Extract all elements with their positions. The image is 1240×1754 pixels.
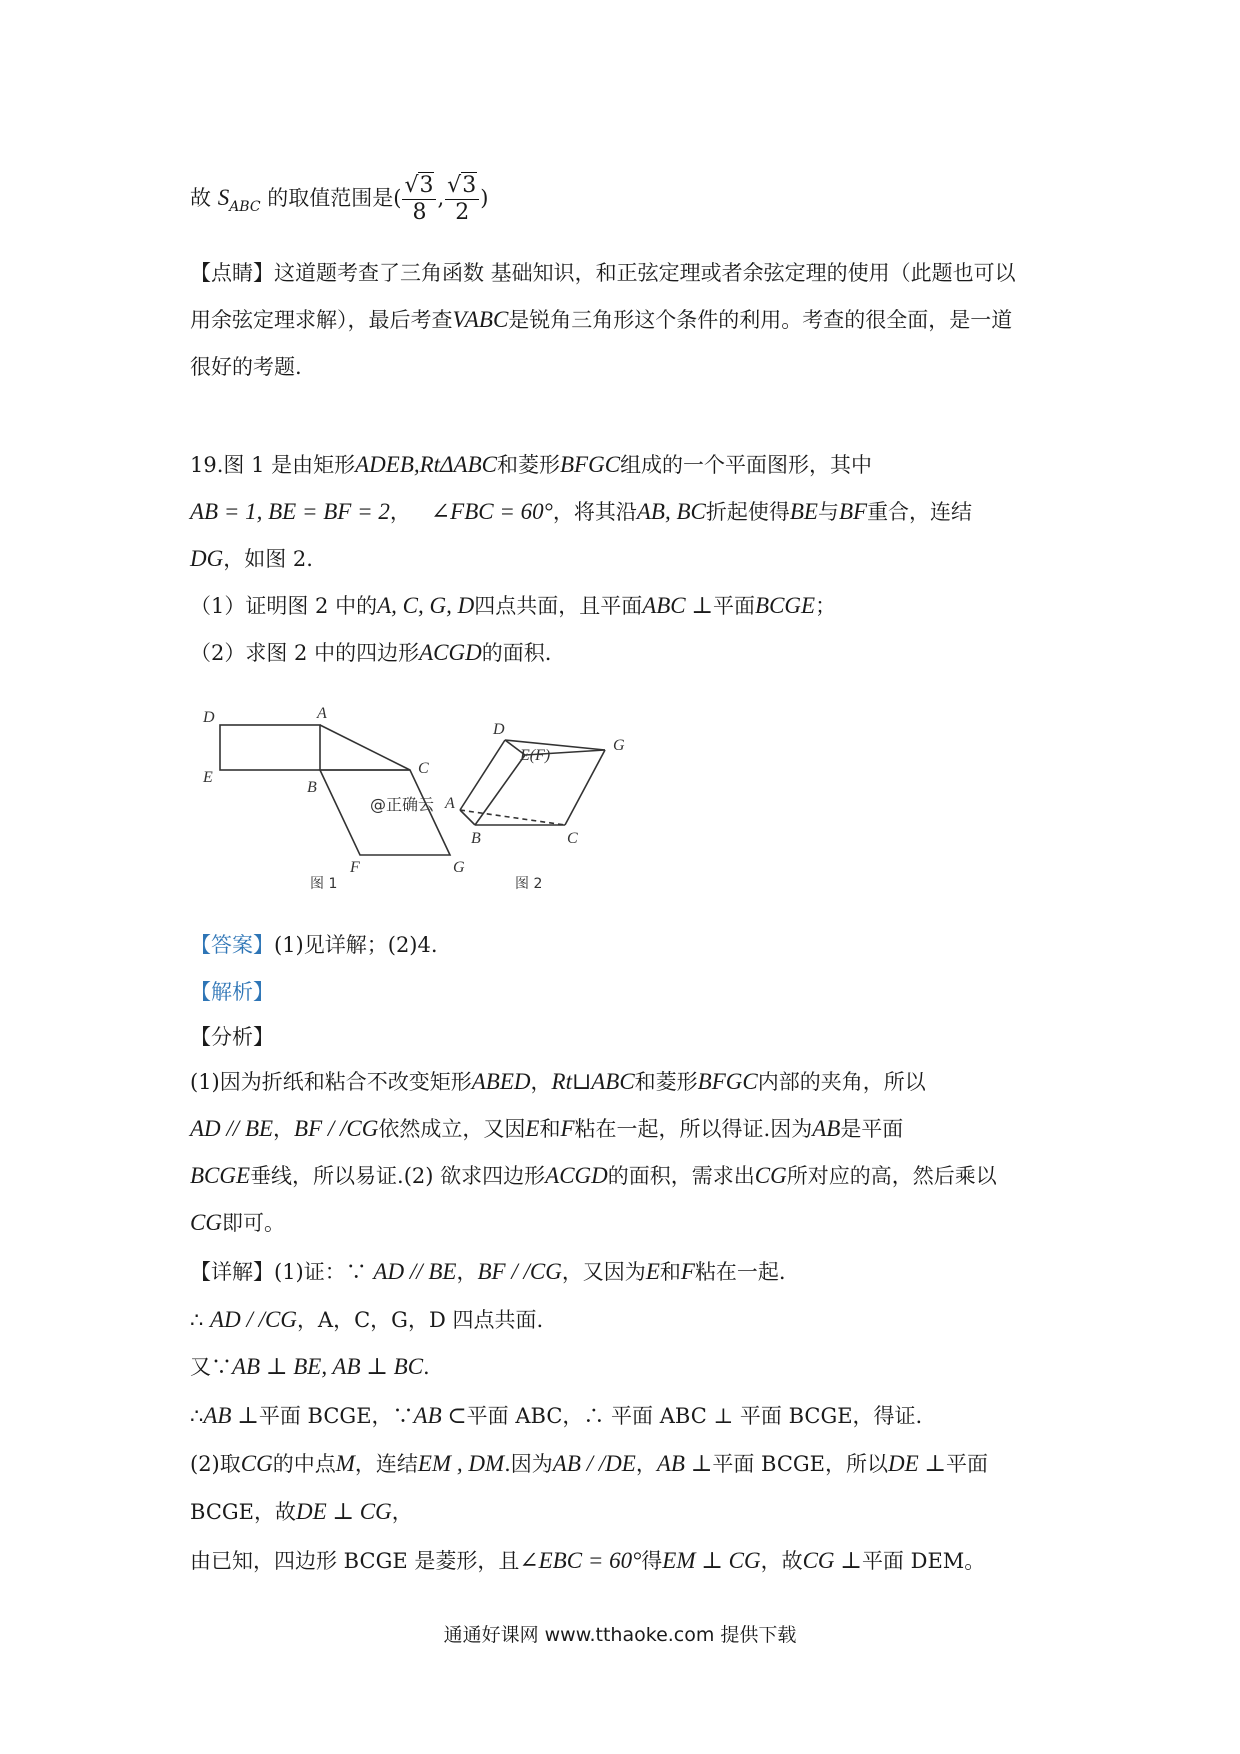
- caption-figure-1: 图 1: [310, 876, 338, 890]
- answer-line: 【答案】(1)见详解；(2)4.: [190, 933, 438, 957]
- label-ef-fig2: E(F): [520, 747, 551, 764]
- range-conclusion: 故 $S_{ABC}$ 的取值范围是( $\frac{√3}{8}$ , $\frac{√3}{2}$ ): [190, 173, 489, 225]
- comment-line-1: 【点睛】这道题考查了三角函数 基础知识，和正弦定理或者余弦定理的使用（此题也可以: [190, 261, 1016, 285]
- rectangle-adeb: [220, 725, 320, 770]
- watermark: @正确云: [370, 795, 435, 814]
- problem-19-line-3: DG，如图 2.: [190, 546, 313, 571]
- segment-ac: [320, 725, 410, 770]
- answer-tag: 【答案】: [190, 933, 274, 957]
- label-c: C: [418, 760, 429, 777]
- label-a-fig2: A: [445, 795, 455, 812]
- comment-line-3: 很好的考题.: [190, 355, 302, 379]
- detail-line-7: 由已知，四边形 BCGE 是菱形，且∠EBC = 60°得EM ⊥ CG，故CG ⊥平面 DEM。: [190, 1548, 986, 1573]
- area-symbol: S: [217, 185, 230, 210]
- detail-line-1: 【详解】(1)证：∵ AD // BE，BF / /CG，又因为E和F粘在一起.: [190, 1259, 786, 1284]
- detail-line-2: ∴ AD / /CG，A，C，G，D 四点共面.: [190, 1307, 544, 1332]
- label-c-fig2: C: [567, 830, 578, 847]
- analysis-tag: 【解析】: [190, 980, 274, 1004]
- analysis-line-2: AD // BE，BF / /CG依然成立，又因E和F粘在一起，所以得证.因为AB是平面: [190, 1116, 904, 1141]
- label-b-fig2: B: [471, 830, 481, 847]
- analysis-line-1: (1)因为折纸和粘合不改变矩形ABED，Rt⊔ABC和菱形BFGC内部的夹角，所以: [190, 1069, 926, 1094]
- question-1: （1）证明图 2 中的A, C, G, D四点共面，且平面ABC ⊥平面BCGE；: [190, 593, 837, 618]
- detail-line-5: (2)取CG的中点M，连结EM , DM.因为AB / /DE，AB ⊥平面 BCGE，所以DE ⊥平面: [190, 1451, 989, 1476]
- fraction-sqrt3-over-2: $\frac{√3}{2}$: [445, 173, 479, 226]
- problem-19-line-1: 19.图 1 是由矩形ADEB,RtΔABC和菱形BFGC组成的一个平面图形，其中: [190, 452, 873, 477]
- problem-19-line-2: AB = 1, BE = BF = 2， ∠FBC = 60°，将其沿AB, BC折起使得BE与BF重合，连结: [190, 499, 973, 524]
- label-g-fig2: G: [613, 737, 625, 754]
- analysis-subtag: 【分析】: [190, 1025, 274, 1049]
- analysis-line-4: CG即可。: [190, 1210, 285, 1235]
- analysis-line-3: BCGE垂线，所以易证.(2) 欲求四边形ACGD的面积，需求出CG所对应的高，然后乘以: [190, 1163, 997, 1188]
- figure-2: [444, 721, 625, 890]
- page-footer: 通通好课网 www.tthaoke.com 提供下载: [443, 1624, 797, 1646]
- label-a: A: [317, 705, 327, 722]
- detail-line-6: BCGE，故DE ⊥ CG，: [190, 1499, 413, 1524]
- question-2: （2）求图 2 中的四边形ACGD的面积.: [190, 640, 552, 665]
- label-d-fig2: D: [493, 721, 505, 738]
- label-g: G: [453, 859, 465, 876]
- label-d: D: [203, 709, 215, 726]
- comment-line-2: 用余弦定理求解），最后考查VABC是锐角三角形这个条件的利用。考查的很全面，是一道: [190, 307, 1013, 332]
- label-f: F: [350, 859, 360, 876]
- figure-1: [202, 705, 465, 890]
- detail-line-3: 又∵AB ⊥ BE, AB ⊥ BC.: [190, 1354, 430, 1379]
- detail-line-4: ∴AB ⊥平面 BCGE，∵AB ⊂平面 ABC，∴ 平面 ABC ⊥ 平面 BCGE，得证.: [190, 1403, 923, 1428]
- caption-figure-2: 图 2: [515, 876, 543, 890]
- label-e: E: [203, 769, 213, 786]
- geometry-figure: [195, 700, 715, 890]
- fraction-sqrt3-over-8: $\frac{√3}{8}$: [402, 173, 436, 226]
- label-b: B: [307, 779, 317, 796]
